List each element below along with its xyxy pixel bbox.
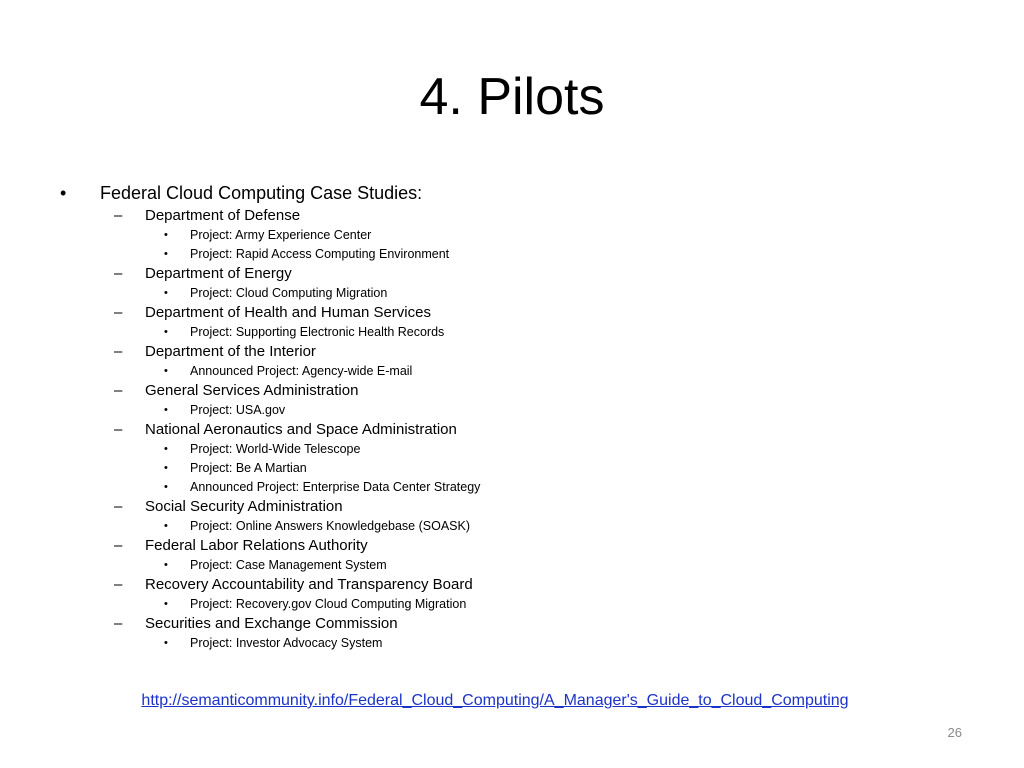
agency-item: [0, 614, 1024, 634]
bullet-icon: •: [164, 481, 168, 493]
bullet-icon: •: [164, 365, 168, 377]
agency-name: Recovery Accountability and Transparency Board: [145, 576, 473, 593]
bullet-icon: •: [164, 229, 168, 241]
project-item: [0, 517, 1024, 536]
dash-icon: –: [114, 498, 123, 515]
project-item: [0, 595, 1024, 614]
bullet-icon: •: [164, 637, 168, 649]
project-name: Project: USA.gov: [190, 403, 286, 417]
agency-name: Department of Energy: [145, 265, 292, 282]
slide-content: [0, 180, 1024, 653]
project-item: [0, 440, 1024, 459]
project-name: Project: Rapid Access Computing Environment: [190, 247, 450, 261]
dash-icon: –: [114, 304, 123, 321]
slide-title: 4. Pilots: [419, 68, 605, 126]
agency-item: [0, 206, 1024, 226]
project-name: Project: World-Wide Telescope: [190, 442, 361, 456]
dash-icon: –: [114, 615, 123, 632]
project-item: [0, 556, 1024, 575]
agency-item: [0, 420, 1024, 440]
project-item: [0, 362, 1024, 381]
agency-item: [0, 303, 1024, 323]
project-name: Project: Case Management System: [190, 558, 387, 572]
agency-name: Securities and Exchange Commission: [145, 615, 398, 632]
dash-icon: –: [114, 343, 123, 360]
project-name: Announced Project: Agency-wide E-mail: [190, 364, 413, 378]
project-name: Project: Supporting Electronic Health Records: [190, 325, 445, 339]
agency-item: [0, 575, 1024, 595]
project-name: Project: Be A Martian: [190, 461, 307, 475]
agency-item: [0, 264, 1024, 284]
project-item: [0, 284, 1024, 303]
bullet-icon: •: [164, 248, 168, 260]
project-item: [0, 459, 1024, 478]
dash-icon: –: [114, 576, 123, 593]
bullet-icon: •: [164, 443, 168, 455]
agency-item: [0, 536, 1024, 556]
project-name: Announced Project: Enterprise Data Center Strategy: [190, 480, 481, 494]
project-item: [0, 245, 1024, 264]
project-item: [0, 634, 1024, 653]
project-item: [0, 323, 1024, 342]
dash-icon: –: [114, 382, 123, 399]
bullet-icon: •: [60, 183, 67, 203]
bullet-icon: •: [164, 287, 168, 299]
agency-name: National Aeronautics and Space Administration: [145, 421, 457, 438]
page-number: 26: [947, 725, 962, 740]
agency-item: [0, 497, 1024, 517]
project-name: Project: Recovery.gov Cloud Computing Migration: [190, 597, 467, 611]
dash-icon: –: [114, 537, 123, 554]
project-name: Project: Investor Advocacy System: [190, 636, 383, 650]
main-bullet-point: [0, 180, 1024, 206]
project-name: Project: Online Answers Knowledgebase (SOASK): [190, 519, 470, 533]
main-bullet-text: Federal Cloud Computing Case Studies:: [100, 183, 423, 203]
bullet-icon: •: [164, 326, 168, 338]
agency-name: Department of Health and Human Services: [145, 304, 431, 321]
agency-item: [0, 381, 1024, 401]
bullet-icon: •: [164, 404, 168, 416]
agency-list: [0, 206, 1024, 653]
source-link[interactable]: http://semanticommunity.info/Federal_Cloud_Computing/A_Manager's_Guide_to_Cloud_Computing: [141, 692, 849, 709]
project-name: Project: Army Experience Center: [190, 228, 372, 242]
project-name: Project: Cloud Computing Migration: [190, 286, 388, 300]
bullet-icon: •: [164, 559, 168, 571]
dash-icon: –: [114, 265, 123, 282]
bullet-icon: •: [164, 462, 168, 474]
project-item: [0, 226, 1024, 245]
agency-name: Department of the Interior: [145, 343, 316, 360]
bullet-icon: •: [164, 598, 168, 610]
project-item: [0, 478, 1024, 497]
agency-name: Department of Defense: [145, 207, 301, 224]
project-item: [0, 401, 1024, 420]
dash-icon: –: [114, 421, 123, 438]
agency-name: General Services Administration: [145, 382, 359, 399]
dash-icon: –: [114, 207, 123, 224]
agency-name: Social Security Administration: [145, 498, 343, 515]
agency-item: [0, 342, 1024, 362]
bullet-icon: •: [164, 520, 168, 532]
agency-name: Federal Labor Relations Authority: [145, 537, 368, 554]
